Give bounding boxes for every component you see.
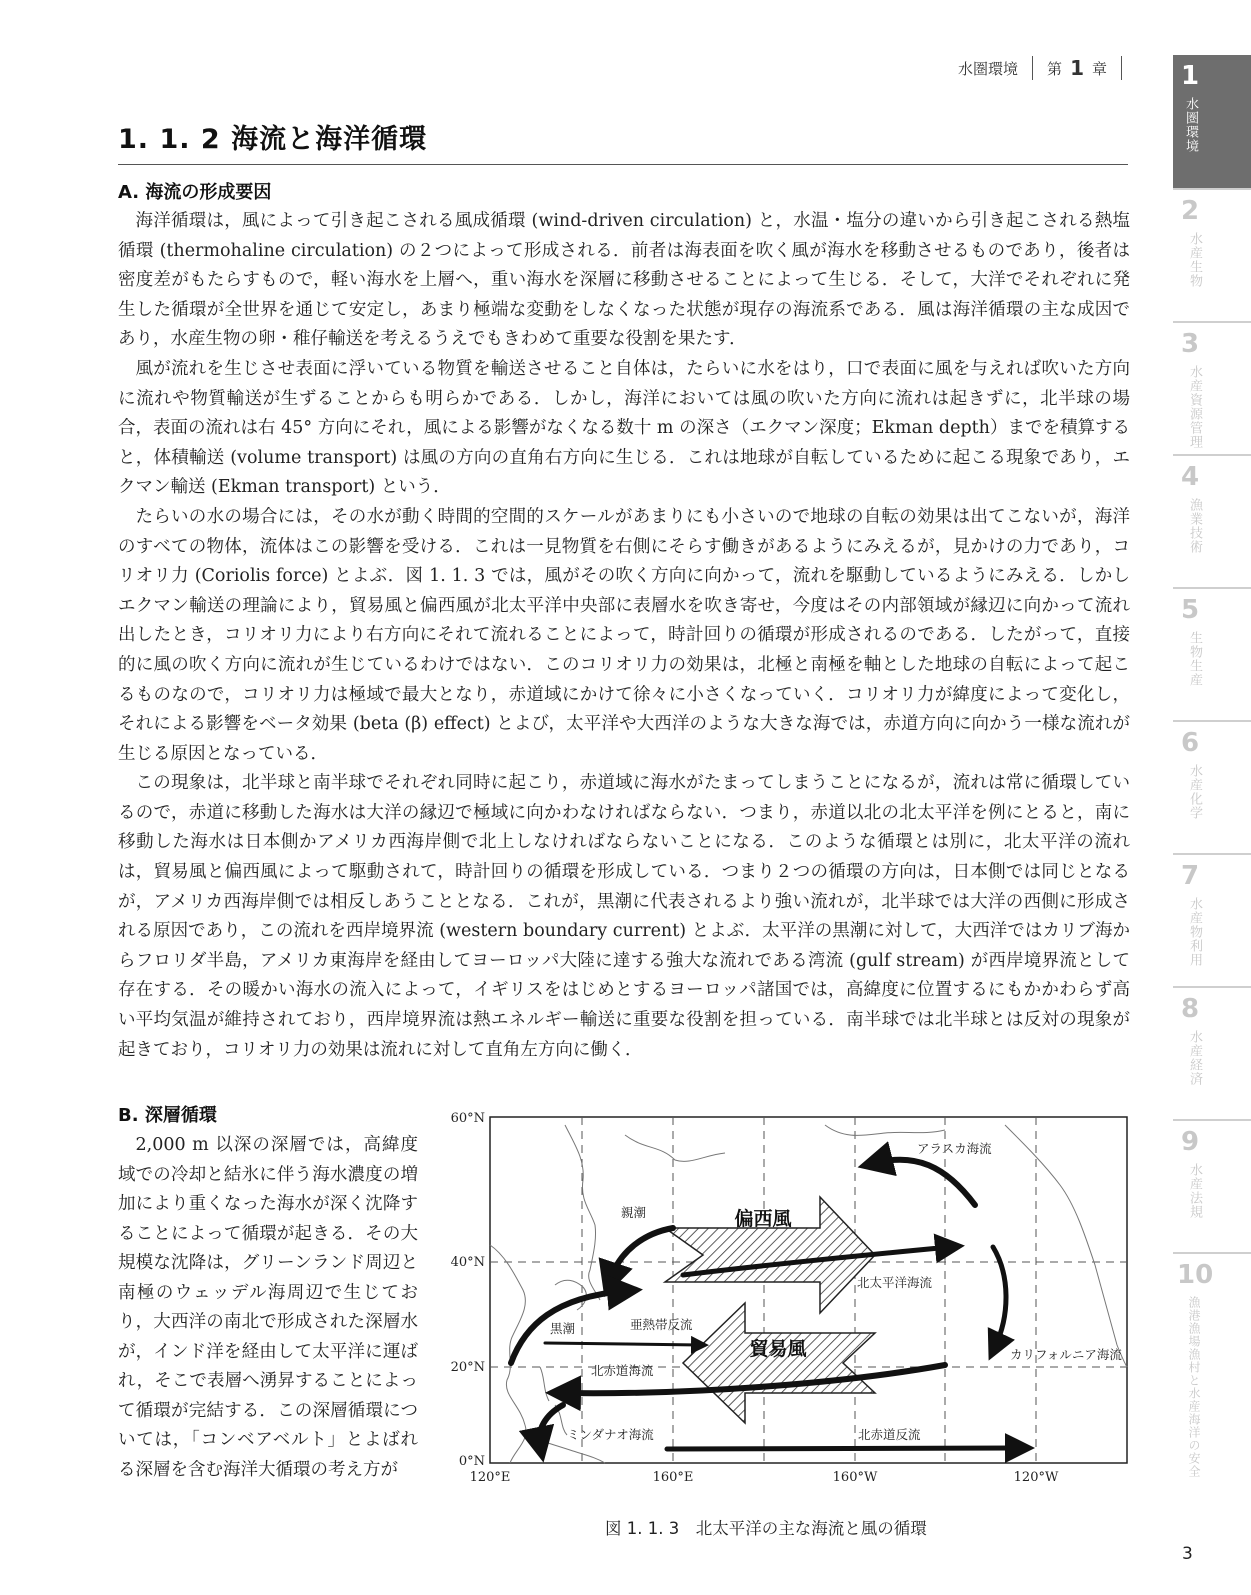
- lat-label: 0°N: [458, 1454, 485, 1469]
- california-current-label: カリフォルニア海流: [1010, 1347, 1122, 1362]
- tab-number: 7: [1181, 861, 1200, 891]
- tab-chapter-7[interactable]: [1173, 853, 1251, 986]
- header-divider: [1032, 56, 1033, 80]
- subsection-b-title: B. 深層循環: [118, 1105, 217, 1126]
- subsection-b-paragraph: 2,000 m 以深の深層では，高緯度域での冷却と結氷に伴う海水濃度の増加により重くなった海水が深く沈降することによって循環が起きる．その大規模な沈降は，グリーンランド周辺と南極のウェッデル海周辺で生じており，大西洋の南北で形成された深層水が，インド洋を経由して太平洋に運ばれ，そこで表層へ湧昇することによって循環が完結する．この深層循環については，「コンベアベルト」とよばれる深層を含む海洋大循環の考え方が: [118, 1135, 418, 1480]
- paragraph: この現象は，北半球と南半球でそれぞれ同時に起こり，赤道域に海水がたまってしまうことになるが，流れは常に循環しているので，赤道に移動した海水は大洋の縁辺で極域に向かわなければならない．つまり，赤道以北の北太平洋を例にとると，南に移動した海水は日本側かアメリカ西海岸側で北上しなければならないことになる．このような循環とは別に，北太平洋の流れは，貿易風と偏西風によって駆動されて，時計回りの循環を形成している．つまり２つの循環の方向は，日本側では同じとなるが，アメリカ西海岸側では相反しあうこととなる．これが，黒潮に代表されるより強い流れが，北半球では大洋の西側に形成される原因であり，この流れを西岸境界流 (western boundary current) とよぶ．太平洋の黒潮に対して，大西洋ではカリブ海からフロリダ半島，アメリカ東海岸を経由してヨーロッパ大陸に達する強大な流れである湾流 (gulf stream) が西岸境界流として存在する．その暖かい海水の流入によって，イギリスをはじめとするヨーロッパ諸国では，高緯度に位置するにもかかわらず高い平均気温が維持されており，西岸境界流は熱エネルギー輸送に重要な役割を担っている．南半球では北半球とは反対の現象が起きており，コリオリ力の効果は流れに対して直角左方向に働く．: [118, 773, 1130, 1060]
- tab-label: 水圏環境: [1183, 97, 1198, 153]
- lat-label: 20°N: [450, 1360, 485, 1375]
- mindanao-current-label: ミンダナオ海流: [567, 1427, 654, 1442]
- tab-chapter-6[interactable]: [1173, 720, 1251, 853]
- lat-label: 40°N: [450, 1255, 485, 1270]
- paragraph: 海洋循環は，風によって引き起こされる風成循環 (wind-driven circulation) と，水温・塩分の違いから引き起こされる熱塩循環 (thermohaline circulation) の２つによって形成される．前者は海表面を吹く風が海水を移動させるものであり，後者は密度差がもたらすもので，軽い海水を上層へ，重い海水を深層に移動させることによって生じる．そして，大洋でそれぞれに発生した循環が全世界を通じて安定し，あまり極端な変動をしなくなった状態が現存の海流系である．風は海洋循環の主な成因であり，水産生物の卵・稚仔輸送を考えるうえでもきわめて重要な役割を果たす．: [118, 211, 1130, 350]
- running-header: [958, 55, 1136, 81]
- tab-number: 9: [1181, 1127, 1200, 1157]
- page-number: 3: [1182, 1544, 1193, 1564]
- tab-label: 水産化学: [1187, 764, 1202, 820]
- tab-number: 3: [1181, 329, 1200, 359]
- tab-number: 6: [1181, 728, 1200, 758]
- trade-winds-arrow: [683, 1303, 875, 1423]
- tab-chapter-9[interactable]: [1173, 1119, 1251, 1252]
- trade-winds-label: 貿易風: [749, 1338, 807, 1360]
- tab-label: 水産資源管理: [1187, 365, 1202, 449]
- north-equatorial-current-label: 北赤道海流: [591, 1363, 654, 1378]
- tab-number: 4: [1181, 462, 1200, 492]
- tab-number: 10: [1177, 1260, 1214, 1290]
- current-map: [445, 1105, 1145, 1510]
- paragraph: 風が流れを生じさせ表面に浮いている物質を輸送させること自体は，たらいに水をはり，口で表面に風を与えれば吹いた方向に流れや物質輸送が生ずることからも明らかである．しかし，海洋においては風の吹いた方向に流れは起きずに，北半球の場合，表面の流れは右 45° 方向にそれ，風による影響がなくなる数十 m の深さ（エクマン深度；Ekman depth）までを積算すると，体積輸送 (volume transport) は風の方向の直角右方向に生じる．これは地球が自転しているために起こる現象であり，エクマン輸送 (Ekman transport) という．: [118, 358, 1130, 498]
- chapter-title: 水圏環境: [958, 59, 1019, 78]
- paragraph: たらいの水の場合には，その水が動く時間的空間的スケールがあまりにも小さいので地球の自転の効果は出てこないが，海洋のすべての物体，流体はこの影響を受ける．これは一見物質を右側にそらす働きがあるようにみえるが，見かけの力であり，コリオリ力 (Coriolis force) とよぶ．図 1. 1. 3 では，風がその吹く方向に向かって，流れを駆動しているようにみえる．しかしエクマン輸送の理論により，貿易風と偏西風が北太平洋中央部に表層水を吹き寄せ，今度はその内部領域が縁辺に向かって流れ出したとき，コリオリ力により右方向にそれて流れることによって，時計回りの循環が形成されるのである．したがって，直接的に風の吹く方向に流れが生じているわけではない．このコリオリ力の効果は，北極と南極を軸とした地球の自転によって起こるものなので，コリオリ力は極域で最大となり，赤道域にかけて徐々に小さくなっていく．コリオリ力が緯度によって変化し，それによる影響をベータ効果 (beta (β) effect) とよび，太平洋や大西洋のような大きな海では，赤道方向に向かう一様な流れが生じる原因となっている．: [118, 506, 1130, 764]
- kuroshio-label: 黒潮: [550, 1321, 576, 1336]
- tab-number: 1: [1181, 61, 1200, 91]
- tab-label: 漁港漁場漁村と水産海洋の安全: [1187, 1296, 1201, 1478]
- tab-chapter-3[interactable]: [1173, 321, 1251, 454]
- header-divider: [1121, 56, 1122, 80]
- tab-number: 2: [1181, 196, 1200, 226]
- chapter-number: 1: [1070, 56, 1084, 80]
- chapter-label-post: 章: [1091, 59, 1107, 78]
- coastlines: [490, 1125, 1127, 1463]
- tab-label: 水産生物: [1187, 232, 1202, 288]
- subsection-a-body: [118, 207, 1130, 1065]
- oyashio-label: 親潮: [621, 1205, 647, 1220]
- lon-label: 160°E: [652, 1470, 694, 1485]
- subsection-a-title: A. 海流の形成要因: [118, 182, 272, 203]
- current-arrows: [511, 1160, 1020, 1449]
- lon-label: 160°W: [832, 1470, 878, 1485]
- tab-label: 漁業技術: [1187, 498, 1202, 554]
- tab-label: 生物生産: [1187, 631, 1202, 687]
- lon-label: 120°E: [469, 1470, 511, 1485]
- lat-label: 60°N: [450, 1111, 485, 1126]
- tab-number: 5: [1181, 595, 1200, 625]
- north-equatorial-countercurrent-label: 北赤道反流: [858, 1427, 921, 1442]
- alaska-current-label: アラスカ海流: [917, 1141, 992, 1156]
- north-pacific-current-label: 北太平洋海流: [857, 1275, 933, 1290]
- tab-chapter-8[interactable]: [1173, 986, 1251, 1119]
- tab-label: 水産物利用: [1187, 897, 1202, 967]
- westerlies-label: 偏西風: [734, 1208, 792, 1230]
- tab-label: 水産経済: [1187, 1030, 1202, 1086]
- tab-chapter-5[interactable]: [1173, 587, 1251, 720]
- tab-chapter-4[interactable]: [1173, 454, 1251, 587]
- tab-chapter-2[interactable]: [1173, 188, 1251, 321]
- tab-chapter-1[interactable]: [1173, 55, 1251, 188]
- tab-number: 8: [1181, 994, 1200, 1024]
- tab-label: 水産法規: [1187, 1163, 1202, 1219]
- lon-label: 120°W: [1013, 1470, 1059, 1485]
- subtropical-countercurrent-label: 亜熱帯反流: [630, 1317, 693, 1332]
- figure-caption: 図 1. 1. 3 北太平洋の主な海流と風の循環: [605, 1519, 927, 1538]
- chapter-label-pre: 第: [1047, 59, 1063, 78]
- chapter-tabs: [1173, 55, 1251, 1478]
- section-title: 1. 1. 2 海流と海洋循環: [118, 117, 1128, 165]
- tab-chapter-10[interactable]: [1173, 1252, 1251, 1478]
- figure-north-pacific-currents: [445, 1105, 1145, 1545]
